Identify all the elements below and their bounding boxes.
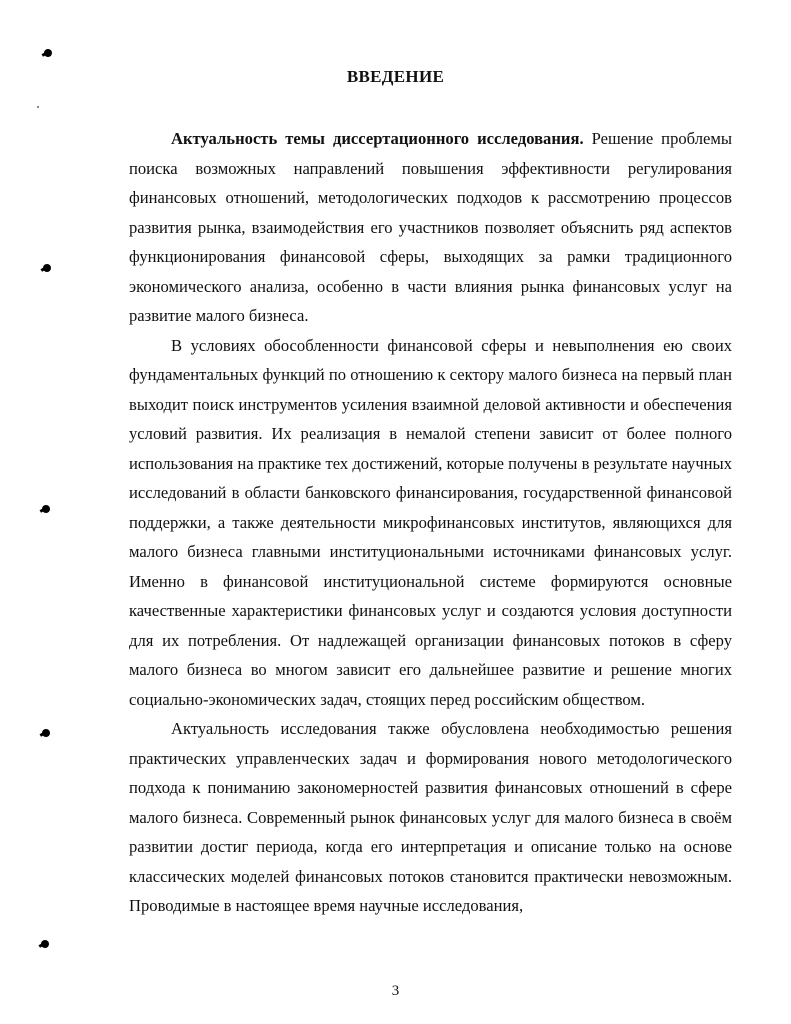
section-title: ВВЕДЕНИЕ [346,67,445,86]
binding-mark [41,940,49,948]
binding-mark [42,505,50,513]
body-text [129,124,732,921]
paragraph-1 [129,124,732,331]
paragraph-3 [129,714,732,921]
paragraph-lead: Актуальность темы диссертационного исследования. [171,129,584,148]
binding-mark [42,729,50,737]
paragraph-text: Решение проблемы поиска возможных направлений повышения эффективности регулирования финансовых отношений, методологических подходов к рассмотрению процессов развития рынка, взаимодействия его участников позволяет объяснить ряд аспектов функционирования финансовой сферы, выходящих за рамки традиционного экономического анализа, особенно в части влияния рынка финансовых услуг на развитие малого бизнеса. [129,129,732,325]
paragraph-2 [129,331,732,715]
paragraph-text: В условиях обособленности финансовой сферы и невыполнения ею своих фундаментальных функций по отношению к сектору малого бизнеса на первый план выходит поиск инструментов усиления взаимной деловой активности и обеспечения условий развития. Их реализация в немалой степени зависит от более полного использования на практике тех достижений, которые получены в результате научных исследований в области банковского финансирования, государственной финансовой поддержки, а также деятельности микрофинансовых институтов, являющихся для малого бизнеса главными институциональными источниками финансовых услуг. Именно в финансовой институциональной системе формируются основные качественные характеристики финансовых услуг и создаются условия доступности для их потребления. От надлежащей организации финансовых потоков в сферу малого бизнеса во многом зависит его дальнейшее развитие и решение многих социально-экономических задач, стоящих перед российским обществом. [129,335,732,709]
page-number: 3 [391,983,400,999]
scan-speck [37,106,39,108]
paragraph-text: Актуальность исследования также обусловлена необходимостью решения практических управленческих задач и формирования нового методологического подхода к пониманию закономерностей развития финансовых отношений в сфере малого бизнеса. Современный рынок финансовых услуг для малого бизнеса в своём развитии достиг периода, когда его интерпретация и описание только на основе классических моделей финансовых потоков становится практически невозможным. Проводимые в настоящее время научные исследования, [129,719,732,915]
binding-mark [44,49,52,57]
binding-mark [43,264,51,272]
